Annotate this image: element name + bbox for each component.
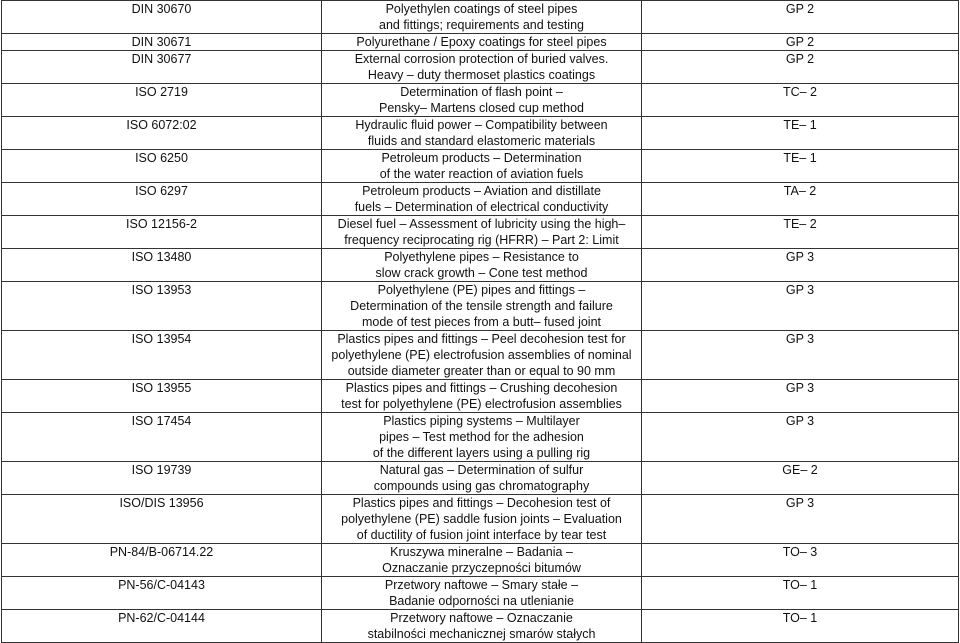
table-row bbox=[2, 117, 959, 150]
standard-title-line: stabilności mechanicznej smarów stałych bbox=[367, 627, 596, 641]
group-code-cell bbox=[642, 117, 959, 150]
standard-title-line: Polyurethane / Epoxy coatings for steel pipes bbox=[356, 35, 607, 49]
table-row bbox=[2, 577, 959, 610]
standard-title-line: Oznaczanie przyczepności bitumów bbox=[382, 561, 581, 575]
standard-code-cell bbox=[2, 150, 322, 183]
standard-title-cell bbox=[322, 150, 642, 183]
standard-title-line: Determination of flash point – bbox=[400, 85, 563, 99]
group-code: TE– 1 bbox=[783, 118, 817, 132]
table-row bbox=[2, 610, 959, 643]
standard-code-cell bbox=[2, 51, 322, 84]
group-code-cell bbox=[642, 282, 959, 331]
standard-title-cell bbox=[322, 51, 642, 84]
standard-code: ISO 6297 bbox=[135, 184, 188, 198]
table-row bbox=[2, 183, 959, 216]
standard-title-line: outside diameter greater than or equal to 90 mm bbox=[347, 364, 616, 378]
standard-code: ISO 12156-2 bbox=[126, 217, 197, 231]
standard-code-cell bbox=[2, 282, 322, 331]
standard-title-line: mode of test pieces from a butt– fused joint bbox=[361, 315, 602, 329]
group-code: GP 3 bbox=[785, 381, 815, 395]
table-row bbox=[2, 1, 959, 34]
group-code: GP 3 bbox=[785, 283, 815, 297]
standard-title-line: Polyethylene (PE) pipes and fittings – bbox=[377, 283, 586, 297]
group-code-cell bbox=[642, 495, 959, 544]
standard-code: PN-62/C-04144 bbox=[118, 611, 205, 625]
table-row bbox=[2, 544, 959, 577]
standard-code: DIN 30677 bbox=[131, 52, 192, 66]
standard-code-cell bbox=[2, 544, 322, 577]
table-row bbox=[2, 462, 959, 495]
group-code-cell bbox=[642, 34, 959, 51]
standard-title-line: Petroleum products – Aviation and distillate bbox=[362, 184, 601, 198]
standard-title-cell bbox=[322, 413, 642, 462]
group-code: TO– 1 bbox=[782, 578, 818, 592]
group-code-cell bbox=[642, 1, 959, 34]
table-row bbox=[2, 51, 959, 84]
standard-title-line: pipes – Test method for the adhesion bbox=[379, 430, 584, 444]
group-code-cell bbox=[642, 216, 959, 249]
standard-code: DIN 30671 bbox=[131, 35, 192, 49]
standard-title-line: Determination of the tensile strength and failure bbox=[350, 299, 613, 313]
standard-title-cell bbox=[322, 183, 642, 216]
standard-title-cell bbox=[322, 495, 642, 544]
standard-title-cell bbox=[322, 577, 642, 610]
standard-title-line: fuels – Determination of electrical conductivity bbox=[354, 200, 609, 214]
standard-title-line: slow crack growth – Cone test method bbox=[375, 266, 588, 280]
group-code-cell bbox=[642, 413, 959, 462]
standard-title-line: polyethylene (PE) electrofusion assemblies of nominal bbox=[331, 348, 632, 362]
standard-code-cell bbox=[2, 84, 322, 117]
standard-title-line: frequency reciprocating rig (HFRR) – Part 2: Limit bbox=[344, 233, 619, 247]
group-code-cell bbox=[642, 331, 959, 380]
standard-code-cell bbox=[2, 462, 322, 495]
standard-code: ISO 6072:02 bbox=[126, 118, 197, 132]
standard-title-line: of ductility of fusion joint interface by tear test bbox=[356, 528, 607, 542]
group-code-cell bbox=[642, 183, 959, 216]
group-code: TO– 1 bbox=[782, 611, 818, 625]
table-row bbox=[2, 84, 959, 117]
standard-code: ISO 13480 bbox=[131, 250, 192, 264]
group-code-cell bbox=[642, 544, 959, 577]
standard-title-line: Heavy – duty thermoset plastics coatings bbox=[367, 68, 596, 82]
group-code-cell bbox=[642, 84, 959, 117]
standard-title-line: Pensky– Martens closed cup method bbox=[379, 101, 584, 115]
group-code: GP 3 bbox=[785, 332, 815, 346]
standard-code: PN-84/B-06714.22 bbox=[109, 545, 214, 559]
standard-title-line: Przetwory naftowe – Oznaczanie bbox=[390, 611, 573, 625]
standard-title-cell bbox=[322, 249, 642, 282]
standard-code-cell bbox=[2, 34, 322, 51]
standard-code-cell bbox=[2, 610, 322, 643]
standard-code-cell bbox=[2, 380, 322, 413]
standard-title-line: External corrosion protection of buried valves. bbox=[354, 52, 609, 66]
standard-title-cell bbox=[322, 282, 642, 331]
standard-title-line: and fittings; requirements and testing bbox=[379, 18, 584, 32]
standard-code: ISO/DIS 13956 bbox=[119, 496, 204, 510]
standard-title-cell bbox=[322, 331, 642, 380]
standard-title-cell bbox=[322, 84, 642, 117]
table-row bbox=[2, 249, 959, 282]
standard-title-line: Plastics pipes and fittings – Crushing decohesion bbox=[345, 381, 618, 395]
standard-code-cell bbox=[2, 331, 322, 380]
standard-title-cell bbox=[322, 34, 642, 51]
group-code-cell bbox=[642, 51, 959, 84]
group-code: GP 2 bbox=[785, 2, 815, 16]
standard-title-cell bbox=[322, 1, 642, 34]
standard-title-line: of the water reaction of aviation fuels bbox=[379, 167, 584, 181]
table-row bbox=[2, 331, 959, 380]
group-code: TC– 2 bbox=[782, 85, 818, 99]
group-code: TO– 3 bbox=[782, 545, 818, 559]
group-code: GP 2 bbox=[785, 35, 815, 49]
standard-title-line: compounds using gas chromatography bbox=[373, 479, 590, 493]
standard-title-line: Przetwory naftowe – Smary stałe – bbox=[384, 578, 579, 592]
group-code: TE– 1 bbox=[783, 151, 817, 165]
group-code: GP 3 bbox=[785, 250, 815, 264]
standard-code: ISO 13955 bbox=[131, 381, 192, 395]
standard-code-cell bbox=[2, 495, 322, 544]
table-row bbox=[2, 380, 959, 413]
standard-code: ISO 19739 bbox=[131, 463, 192, 477]
group-code: TE– 2 bbox=[783, 217, 817, 231]
standard-title-cell bbox=[322, 216, 642, 249]
table-row bbox=[2, 150, 959, 183]
standard-code-cell bbox=[2, 1, 322, 34]
group-code-cell bbox=[642, 462, 959, 495]
standard-title-line: Polyethylene pipes – Resistance to bbox=[384, 250, 579, 264]
group-code-cell bbox=[642, 577, 959, 610]
standard-code: ISO 13953 bbox=[131, 283, 192, 297]
standard-code: ISO 13954 bbox=[131, 332, 192, 346]
group-code-cell bbox=[642, 610, 959, 643]
standard-title-line: Plastics pipes and fittings – Decohesion test of bbox=[352, 496, 611, 510]
standard-title-line: test for polyethylene (PE) electrofusion assemblies bbox=[341, 397, 622, 411]
standard-code: ISO 6250 bbox=[135, 151, 188, 165]
standard-title-line: Diesel fuel – Assessment of lubricity using the high– bbox=[337, 217, 626, 231]
group-code-cell bbox=[642, 249, 959, 282]
table-row bbox=[2, 216, 959, 249]
standard-title-line: of the different layers using a pulling rig bbox=[372, 446, 591, 460]
standard-title-line: polyethylene (PE) saddle fusion joints – Evaluation bbox=[341, 512, 622, 526]
table-row bbox=[2, 34, 959, 51]
standard-title-line: Plastics piping systems – Multilayer bbox=[383, 414, 580, 428]
standards-table-body bbox=[2, 1, 959, 643]
standard-code: DIN 30670 bbox=[131, 2, 192, 16]
standard-title-line: Kruszywa mineralne – Badania – bbox=[390, 545, 573, 559]
table-row bbox=[2, 495, 959, 544]
standard-code-cell bbox=[2, 216, 322, 249]
standard-code-cell bbox=[2, 577, 322, 610]
standard-title-line: fluids and standard elastomeric materials bbox=[367, 134, 596, 148]
standard-code-cell bbox=[2, 413, 322, 462]
standard-code: ISO 17454 bbox=[131, 414, 192, 428]
standard-code-cell bbox=[2, 117, 322, 150]
group-code: TA– 2 bbox=[783, 184, 817, 198]
group-code: GP 3 bbox=[785, 414, 815, 428]
standard-title-cell bbox=[322, 544, 642, 577]
standard-title-cell bbox=[322, 117, 642, 150]
group-code: GP 3 bbox=[785, 496, 815, 510]
standard-title-line: Hydraulic fluid power – Compatibility between bbox=[355, 118, 608, 132]
standard-title-line: Badanie odporności na utlenianie bbox=[389, 594, 574, 608]
standard-title-cell bbox=[322, 380, 642, 413]
standard-code: PN-56/C-04143 bbox=[118, 578, 205, 592]
group-code-cell bbox=[642, 380, 959, 413]
table-row bbox=[2, 282, 959, 331]
standard-title-line: Plastics pipes and fittings – Peel decohesion test for bbox=[337, 332, 626, 346]
standard-code-cell bbox=[2, 249, 322, 282]
standard-code-cell bbox=[2, 183, 322, 216]
standard-title-line: Polyethylen coatings of steel pipes bbox=[385, 2, 578, 16]
table-row bbox=[2, 413, 959, 462]
group-code-cell bbox=[642, 150, 959, 183]
standard-title-line: Natural gas – Determination of sulfur bbox=[379, 463, 584, 477]
standard-code: ISO 2719 bbox=[135, 85, 188, 99]
standard-title-cell bbox=[322, 610, 642, 643]
group-code: GE– 2 bbox=[782, 463, 818, 477]
standard-title-cell bbox=[322, 462, 642, 495]
standards-table bbox=[1, 0, 959, 643]
standard-title-line: Petroleum products – Determination bbox=[381, 151, 582, 165]
group-code: GP 2 bbox=[785, 52, 815, 66]
